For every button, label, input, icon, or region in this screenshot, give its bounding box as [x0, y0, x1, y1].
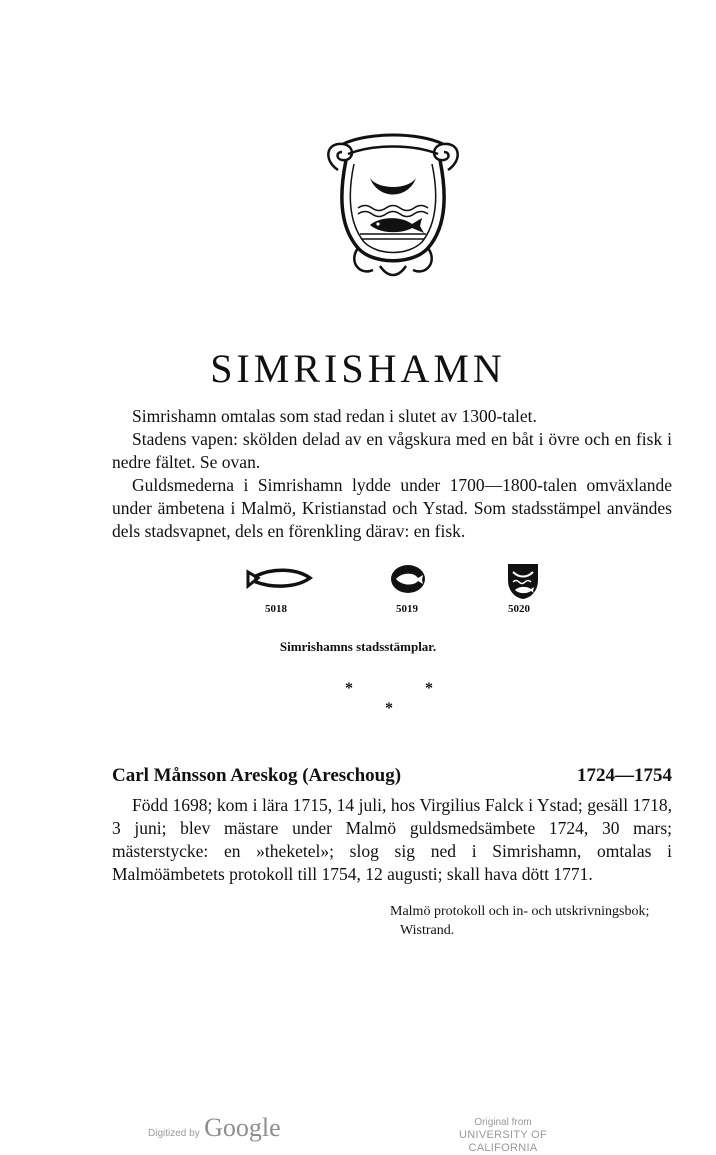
entry-heading — [112, 765, 672, 787]
section-asterisk: * — [425, 680, 433, 697]
original-from-label: Original from — [474, 1117, 532, 1128]
fish-stamp-icon — [244, 558, 314, 600]
institution-name: UNIVERSITY OF CALIFORNIA — [458, 1129, 548, 1154]
intro-paragraph: Stadens vapen: skölden delad av en vågskura med en båt i övre och en fisk i nedre fältet. Se ovan. — [112, 429, 672, 472]
oval-fish-stamp-icon — [388, 558, 428, 600]
page-title: SIMRISHAMN — [210, 346, 506, 391]
entry-years: 1724—1754 — [577, 765, 672, 786]
stamp-number: 5018 — [265, 603, 287, 615]
intro-paragraph: Guldsmederna i Simrishamn lydde under 1700—1800-talen omväxlande under ämbetena i Malmö, Kristianstad och Ystad. Som stadsstämpel användes dels stadsvapnet, dels en förenkling därav: en fisk. — [112, 475, 672, 541]
section-asterisk: * — [385, 700, 393, 717]
city-crest-icon — [318, 130, 468, 280]
entry-body — [112, 794, 672, 886]
stamp-number: 5020 — [508, 603, 530, 615]
entry-sources: Malmö protokoll och in- och utskrivningsbok; Wistrand. — [390, 904, 650, 938]
section-asterisk: * — [345, 680, 353, 697]
digitized-by-label: Digitized by — [148, 1128, 200, 1139]
digitized-by-google-logo — [148, 1113, 281, 1143]
stamp-number: 5019 — [396, 603, 418, 615]
google-wordmark: Google — [204, 1113, 281, 1142]
stamp-caption: Simrishamns stadsstämplar. — [279, 639, 437, 654]
intro-paragraph: Simrishamn omtalas som stad redan i slutet av 1300-talet. — [132, 406, 537, 426]
intro-text — [112, 405, 672, 543]
entry-text: Född 1698; kom i lära 1715, 14 juli, hos Virgilius Falck i Ystad; gesäll 1718, 3 juni; blev mästare under Malmö guldsmedsämbete 1724, 30 mars; mästerstycke: en »theketel»; slog sig ned i Simrishamn, omtalas i Malmöämbetets protokoll till 1754, 12 augusti; skall hava dött 1771. — [112, 795, 672, 884]
entry-name: Carl Månsson Areskog (Areschoug) — [112, 765, 402, 786]
original-from-credit — [428, 1116, 578, 1155]
shield-stamp-icon — [503, 558, 543, 600]
